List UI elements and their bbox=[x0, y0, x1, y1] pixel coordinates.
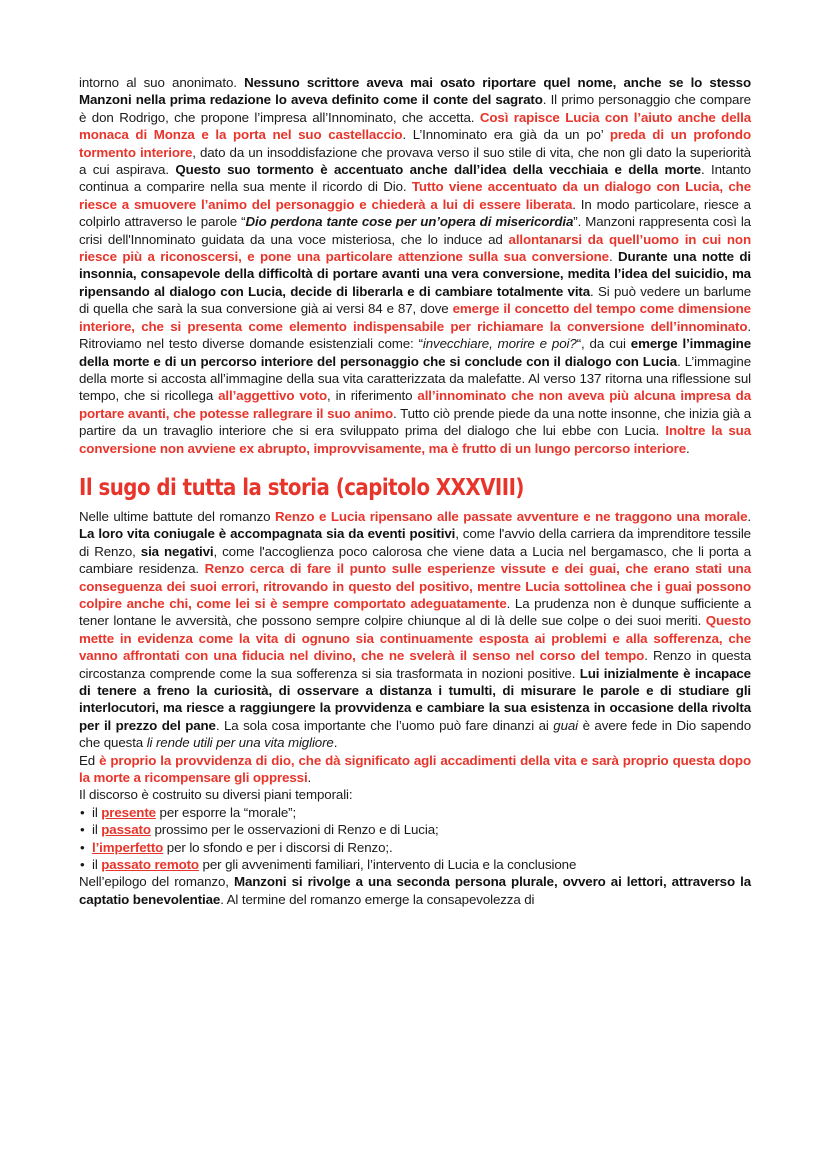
body-text: è avere fede in Dio sapendo che questa bbox=[79, 717, 751, 751]
list-item: • il passato remoto per gli avvenimenti familiari, l’intervento di Lucia e la conclusione bbox=[79, 856, 751, 873]
body-text: li rende utili per una vita migliore bbox=[146, 735, 334, 751]
body-text: . Intanto continua a comparire nella sua mente il ricordo di Dio. bbox=[79, 162, 751, 195]
body-text: “, da cui bbox=[576, 336, 631, 352]
body-text: Nell’epilogo del romanzo, bbox=[79, 874, 234, 890]
body-text: . L’Innominato era già da un po’ bbox=[402, 127, 610, 143]
section-heading: Il sugo di tutta la storia (capitolo XXXVIII) bbox=[79, 474, 524, 501]
paragraph-piani-temporali: Il discorso è costruito su diversi piani temporali: bbox=[79, 787, 353, 803]
body-text: ”. Manzoni rappresenta così la crisi dell'Innominato guidata da una voce misteriosa, che lo induce ad bbox=[79, 214, 751, 247]
bold-text: Manzoni si rivolge a una seconda persona plurale, ovvero ai lettori, attraverso la captatio benevolentiae bbox=[79, 874, 751, 907]
body-text: . bbox=[608, 249, 619, 265]
body-text: . bbox=[686, 440, 690, 456]
paragraph-sugo-storia bbox=[79, 508, 751, 752]
document-page bbox=[79, 74, 751, 908]
highlighted-text: Inoltre la sua conversione non avviene ex abrupto, improvvisamente, ma è frutto di un lungo percorso interiore bbox=[79, 423, 751, 456]
body-text: , come l'avvio della carriera da imprenditore tessile di Renzo, bbox=[79, 526, 751, 559]
body-text: . Ritroviamo nel testo diverse domande esistenziali come: “ bbox=[79, 318, 751, 352]
body-text: . In modo particolare, riesce a colpirlo attraverso le parole “ bbox=[79, 196, 751, 230]
bold-text: Lui inizialmente è incapace di tenere a freno la curiosità, di osservare a distanza i tumulti, di misurare le parole e di studiare gli interlocutori, ma riesce a raggiungere la provvidenza e cambiare la sua esistenza in occasione della rivolta per il prezzo del pane bbox=[79, 665, 751, 733]
paragraph-epilogo bbox=[79, 873, 751, 908]
body-text: . bbox=[333, 735, 338, 751]
body-text: Dio perdona tante cose per un’opera di misericordia bbox=[245, 214, 574, 230]
highlighted-text: è proprio la provvidenza di dio, che dà significato agli accadimenti della vita e sarà proprio questa dopo la morte a ricompensare gli oppressi bbox=[79, 752, 751, 786]
highlighted-text: Questo mette in evidenza come la vita di ognuno sia continuamente esposta ai problemi e alla sofferenza, che vanno affrontati con una fiducia nel divino, che ne svelerà il senso nel corso del tempo bbox=[79, 613, 751, 664]
body-text: , come l'accoglienza poco calorosa che viene data a Lucia nel bergamasco, che li porta a cambiare residenza. bbox=[79, 543, 751, 577]
body-text: invecchiare, morire e poi? bbox=[422, 336, 577, 352]
highlighted-text: allontanarsi da quell’uomo in cui non riesce più a riconoscersi, e pone una particolare attenzione sulla sua conversione bbox=[79, 231, 751, 265]
bold-text: emerge l’immagine della morte e di un percorso interiore del personaggio che si conclude con il dialogo con Lucia bbox=[79, 336, 751, 369]
bold-text: La loro vita coniugale è accompagnata sia da eventi positivi bbox=[79, 526, 456, 542]
highlighted-text: emerge il concetto del tempo come dimensione interiore, che si presenta come elemento indispensabile per richiamare la conversione dell’innominato bbox=[79, 301, 751, 334]
body-text: . Il primo personaggio che compare è don Rodrigo, che propone l’impresa all’Innominato, che accetta. bbox=[79, 92, 751, 125]
list-item: • il presente per esporre la “morale”; bbox=[79, 804, 751, 821]
body-text: . Renzo in questa circostanza comprende come la sua sofferenza si sia trasformata in nozioni positive. bbox=[79, 648, 751, 681]
paragraph-provvidenza bbox=[79, 752, 751, 787]
highlighted-text: preda di un profondo tormento interiore bbox=[79, 127, 751, 160]
paragraph-innominato bbox=[79, 74, 751, 457]
body-text: . Tutto ciò prende piede da una notte insonne, che inizia già a partire da un travaglio interiore che si era sviluppato prima del dialogo che lui ebbe con Lucia. bbox=[79, 405, 752, 439]
bold-text: Nessuno scrittore aveva mai osato riportare quel nome, anche se lo stesso Manzoni nella prima redazione lo aveva definito come il conte del sagrato bbox=[79, 75, 751, 108]
bold-text: sia negativi bbox=[140, 543, 214, 559]
tense-term: l’imperfetto bbox=[92, 839, 164, 855]
bold-text: Durante una notte di insonnia, consapevole della difficoltà di portare avanti una vera conversione, medita l’idea del suicidio, ma ripensando al dialogo con Lucia, decide di liberarla e di cambiare totalmente vita bbox=[79, 249, 751, 299]
body-text: intorno al suo anonimato. bbox=[79, 75, 245, 90]
body-text: , in riferimento bbox=[327, 388, 418, 404]
bold-text: Questo suo tormento è accentuato anche dall’idea della vecchiaia e della morte bbox=[175, 162, 701, 178]
list-item: • il passato prossimo per le osservazioni di Renzo e di Lucia; bbox=[79, 821, 751, 838]
highlighted-text: all’aggettivo voto bbox=[218, 388, 328, 404]
body-text: . L’immagine della morte si accosta all’immagine della sua vita caratterizzata da malefatte. Al verso 137 ritorna una riflessione sul tempo, che si ricollega bbox=[79, 353, 751, 404]
body-text: Ed bbox=[79, 752, 100, 768]
highlighted-text: Renzo e Lucia ripensano alle passate avventure e ne traggono una morale bbox=[275, 508, 748, 524]
highlighted-text: Tutto viene accentuato da un dialogo con Lucia, che riesce a smuovere l’animo del personaggio e chiederà a lui di essere liberata bbox=[79, 179, 751, 212]
body-text: . La sola cosa importante che l’uomo può fare dinanzi ai bbox=[215, 717, 554, 733]
tense-term: presente bbox=[101, 804, 156, 820]
body-text: . Al termine del romanzo emerge la consapevolezza di bbox=[220, 891, 535, 907]
tense-term: passato bbox=[101, 822, 151, 838]
tense-list bbox=[79, 804, 751, 874]
body-text: Nelle ultime battute del romanzo bbox=[79, 508, 276, 524]
body-text: . Si può vedere un barlume di quella che sarà la sua conversione già ai versi 84 e 87, dove bbox=[79, 283, 751, 317]
highlighted-text: Renzo cerca di fare il punto sulle esperienze vissute e dei guai, che erano stati una conseguenza dei suoi errori, ritrovando in questo del positivo, mentre Lucia sottolinea che i guai possono colpire anche chi, come lei si è sempre comportato adeguatamente bbox=[79, 561, 751, 611]
body-text: guai bbox=[553, 717, 579, 733]
body-text: . La prudenza non è dunque sufficiente a tener lontane le avversità, che possono sempre colpire chiunque al di là delle sue colpe o dei suoi meriti. bbox=[79, 595, 751, 629]
body-text: . bbox=[307, 770, 312, 786]
highlighted-text: Così rapisce Lucia con l’aiuto anche della monaca di Monza e la porta nel suo castellaccio bbox=[79, 109, 751, 143]
body-text: , dato da un insoddisfazione che provava verso il suo stile di vita, che non gli dato la superiorità a cui aspirava. bbox=[79, 144, 751, 178]
list-item: • l’imperfetto per lo sfondo e per i discorsi di Renzo;. bbox=[79, 839, 751, 856]
body-text: . bbox=[747, 508, 752, 524]
highlighted-text: all’innominato che non aveva più alcuna impresa da portare avanti, che potesse rallegrare il suo animo bbox=[79, 388, 751, 421]
tense-term: passato remoto bbox=[101, 857, 199, 873]
